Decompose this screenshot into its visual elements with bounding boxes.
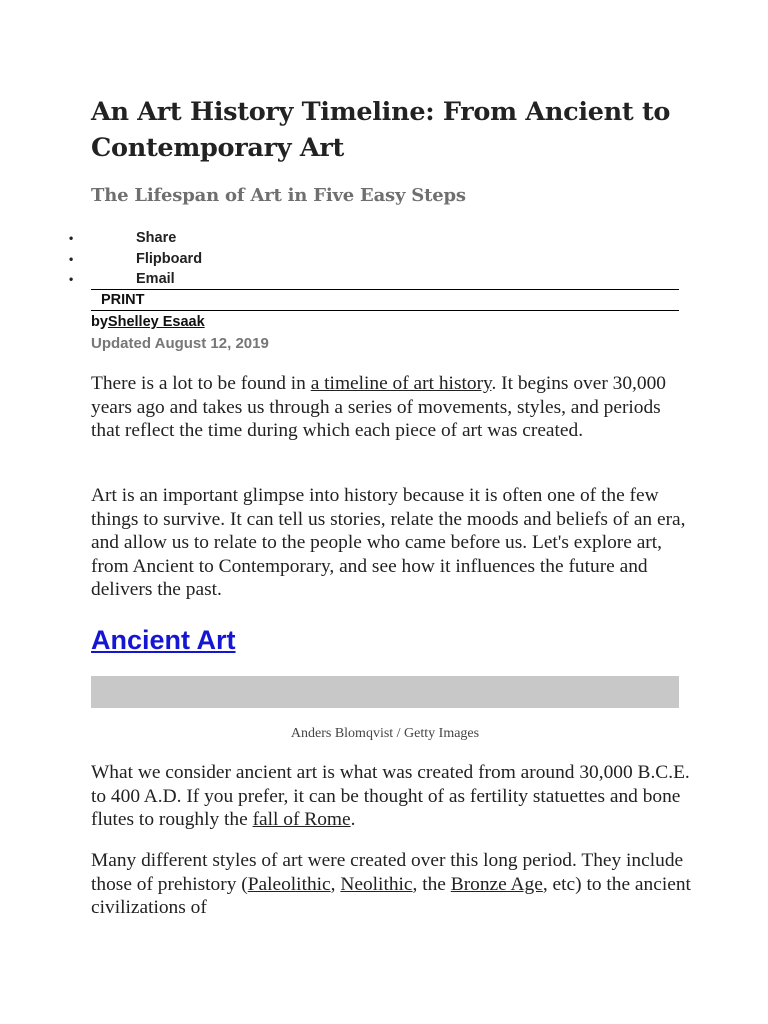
- article-subtitle: The Lifespan of Art in Five Easy Steps: [91, 185, 466, 206]
- section-heading-ancient-art: [91, 622, 236, 658]
- divider-top: [91, 289, 679, 290]
- paleolithic-link[interactable]: Paleolithic: [247, 873, 331, 895]
- ancient-paragraph-1: [91, 761, 691, 832]
- intro-paragraph-1: [91, 372, 691, 443]
- intro-text-before: There is a lot to be found in: [91, 373, 311, 394]
- bullet-icon: •: [69, 272, 74, 286]
- article-title: An Art History Timeline: From Ancient to Contemporary Art: [91, 97, 671, 163]
- ancient-p2-text-3: , the: [412, 873, 451, 895]
- timeline-link[interactable]: a timeline of art history: [310, 373, 492, 394]
- ancient-p2-text-2: ,: [330, 873, 341, 895]
- image-caption: Anders Blomqvist / Getty Images: [290, 726, 480, 741]
- intro-paragraph-2: Art is an important glimpse into history because it is often one of the few things to survive. It can tell us stories, relate the moods and beliefs of an era, and allow us to relate to the people who came before us. Let's explore art, from Ancient to Contemporary, and see how it influences the future and delivers the past.: [91, 485, 686, 600]
- fall-of-rome-link[interactable]: fall of Rome: [252, 809, 351, 830]
- intro-text-after: . It begins over 30,000 years ago and takes us through a series of movements, styles, and periods that reflect the time during which each piece of art was created.: [91, 373, 666, 441]
- ancient-p2-text-1: Many different styles of art were created over this long period. They include those of prehistory (: [91, 850, 684, 895]
- neolithic-link[interactable]: Neolithic: [340, 873, 413, 895]
- ancient-paragraph-2: [91, 849, 691, 920]
- print-button[interactable]: PRINT: [101, 292, 145, 308]
- email-button[interactable]: Email: [136, 271, 175, 287]
- byline-prefix: by: [91, 314, 108, 330]
- ancient-text-after: .: [350, 809, 356, 830]
- updated-date: Updated August 12, 2019: [91, 335, 269, 352]
- article-image: [91, 676, 679, 708]
- flipboard-button[interactable]: Flipboard: [136, 250, 203, 267]
- ancient-art-link[interactable]: Ancient Art: [91, 625, 236, 655]
- bronze-age-link[interactable]: Bronze Age: [450, 873, 543, 895]
- author-link[interactable]: Shelley Esaak: [107, 314, 205, 330]
- bullet-icon: •: [69, 231, 74, 245]
- ancient-p2-text-4: , etc) to the ancient civilizations of: [91, 873, 691, 918]
- ancient-text-before: What we consider ancient art is what was created from around 30,000 B.C.E. to 400 A.D. If you prefer, it can be thought of as fertility statuettes and bone flutes to roughly the: [91, 762, 690, 830]
- byline: [91, 313, 205, 331]
- share-button[interactable]: Share: [136, 230, 177, 246]
- bullet-icon: •: [69, 251, 74, 266]
- divider-bottom: [91, 310, 679, 311]
